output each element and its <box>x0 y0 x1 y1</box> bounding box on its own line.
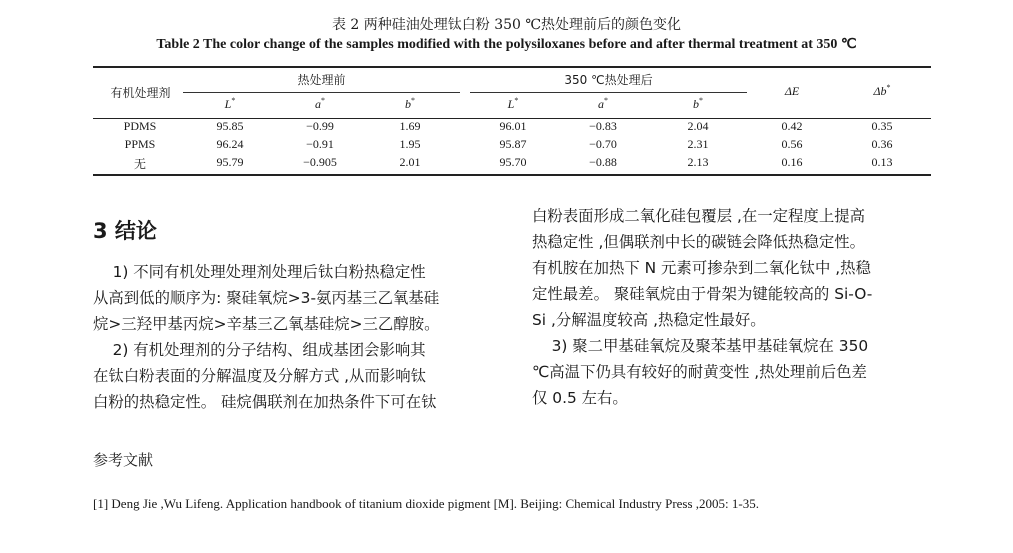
table-cell: PDMS <box>123 119 157 133</box>
table-cell: 1.69 <box>399 119 421 133</box>
header-after: 350 ℃热处理后 <box>564 73 653 87</box>
header-before: 热处理前 <box>297 73 346 87</box>
body-left-column <box>93 259 440 415</box>
header-delta-b: Δb* <box>873 83 891 98</box>
body-right-column <box>532 203 872 411</box>
table-cell: −0.905 <box>303 155 337 169</box>
table-cell: PPMS <box>124 137 156 151</box>
table-cell: −0.70 <box>589 137 617 151</box>
table-cell: 96.24 <box>216 137 244 151</box>
table-cell: 2.04 <box>687 119 709 133</box>
text-line: 有机胺在加热下 N 元素可掺杂到二氧化钛中 ,热稳 <box>532 259 871 277</box>
table-top-rule <box>93 66 931 68</box>
text-line: 定性最差。 聚硅氧烷由于骨架为键能较高的 Si-O- <box>532 285 873 303</box>
table-cell: 2.13 <box>687 155 709 169</box>
header-delta-e: ΔE <box>784 84 800 98</box>
table-cell: 1.95 <box>399 137 421 151</box>
text-line: 3) 聚二甲基硅氧烷及聚苯基甲基硅氧烷在 350 <box>532 337 869 355</box>
header-b-before: b* <box>405 96 415 111</box>
reference-item: [1] Deng Jie ,Wu Lifeng. Application handbook of titanium dioxide pigment [M]. Beijing: Chemical Industry Press ,2005: 1-35. <box>93 496 759 511</box>
table-cell: 0.42 <box>781 119 803 133</box>
text-line: 1) 不同有机处理处理剂处理后钛白粉热稳定性 <box>93 263 426 281</box>
text-line: 2) 有机处理剂的分子结构、组成基团会影响其 <box>93 341 426 359</box>
header-L-after: L* <box>507 96 519 111</box>
group-rule-after <box>470 92 747 93</box>
table-cell: 0.35 <box>871 119 893 133</box>
table-bottom-rule <box>93 174 931 176</box>
table-caption-cn: 表 2 两种硅油处理钛白粉 350 ℃热处理前后的颜色变化 <box>331 17 682 33</box>
table-cell: −0.91 <box>306 137 334 151</box>
table-caption-en: Table 2 The color change of the samples modified with the polysiloxanes before and after thermal treatment at 350 ℃ <box>156 37 857 52</box>
header-agent: 有机处理剂 <box>110 86 171 100</box>
table-cell: 2.01 <box>399 155 421 169</box>
text-line: 热稳定性 ,但偶联剂中长的碳链会降低热稳定性。 <box>532 233 865 251</box>
text-line: 烷>三羟甲基丙烷>辛基三乙氧基硅烷>三乙醇胺。 <box>93 315 440 333</box>
table-cell: −0.83 <box>589 119 617 133</box>
section-heading: 3 结论 <box>93 219 157 243</box>
header-b-after: b* <box>693 96 703 111</box>
header-L-before: L* <box>224 96 236 111</box>
text-line: Si ,分解温度较高 ,热稳定性最好。 <box>532 311 766 329</box>
text-line: 仅 0.5 左右。 <box>532 389 628 407</box>
table-cell: 0.13 <box>871 155 893 169</box>
table-cell: 95.87 <box>499 137 527 151</box>
group-rule-before <box>183 92 460 93</box>
table-cell: 2.31 <box>687 137 709 151</box>
table-cell: 0.36 <box>871 137 893 151</box>
table-cell: 96.01 <box>499 119 527 133</box>
text-line: 白粉表面形成二氧化硅包覆层 ,在一定程度上提高 <box>532 207 865 225</box>
table-cell: 无 <box>133 157 146 171</box>
header-a-before: a* <box>315 96 325 111</box>
text-line: 从高到低的顺序为: 聚硅氧烷>3-氨丙基三乙氧基硅 <box>93 289 440 307</box>
table-cell: 95.85 <box>216 119 244 133</box>
table-cell: 95.70 <box>499 155 527 169</box>
table-cell: −0.99 <box>306 119 334 133</box>
table-cell: −0.88 <box>589 155 617 169</box>
header-a-after: a* <box>598 96 608 111</box>
references-heading: 参考文献 <box>93 451 154 469</box>
text-line: ℃高温下仍具有较好的耐黄变性 ,热处理前后色差 <box>532 363 867 381</box>
table-cell: 0.56 <box>781 137 803 151</box>
table-cell: 0.16 <box>781 155 803 169</box>
text-line: 在钛白粉表面的分解温度及分解方式 ,从而影响钛 <box>93 367 426 385</box>
table-cell: 95.79 <box>216 155 244 169</box>
text-line: 白粉的热稳定性。 硅烷偶联剂在加热条件下可在钛 <box>93 393 437 411</box>
